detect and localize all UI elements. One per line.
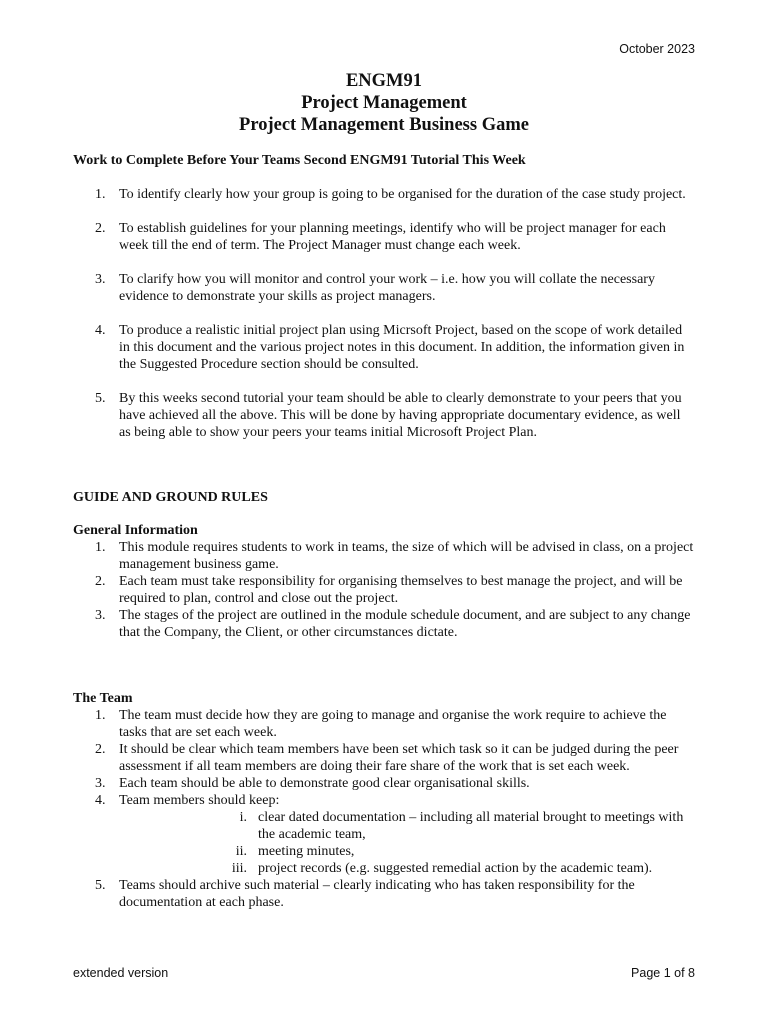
work-heading: Work to Complete Before Your Teams Second ENGM91 Tutorial This Week	[73, 153, 526, 168]
list-item: 5. By this weeks second tutorial your team should be able to clearly demonstrate to your peers that you have achieved all the above. This will be done by having appropriate documentary evidence, as well as being able to show your peers your teams initial Microsoft Project Plan.	[95, 391, 682, 440]
document-date: October 2023	[619, 42, 695, 56]
course-code: ENGM91	[345, 71, 423, 91]
team-sublist	[119, 809, 695, 877]
footer-version: extended version	[73, 966, 169, 980]
team-heading: The Team	[73, 691, 133, 706]
title-block	[0, 70, 768, 136]
list-item: i. clear dated documentation – including all material brought to meetings with the academic team,	[239, 810, 684, 842]
general-heading: General Information	[73, 523, 198, 538]
team-section	[73, 690, 695, 911]
list-item: 1. To identify clearly how your group is going to be organised for the duration of the case study project.	[95, 187, 686, 202]
course-title: Project Management	[301, 93, 467, 113]
list-item: iii. project records (e.g. suggested remedial action by the academic team).	[231, 861, 653, 876]
document-title: Project Management Business Game	[239, 115, 529, 135]
team-list	[73, 707, 695, 911]
list-item: 1. This module requires students to work in teams, the size of which will be advised in class, on a project management business game.	[95, 540, 694, 572]
guide-heading: GUIDE AND GROUND RULES	[73, 490, 268, 505]
work-list	[73, 186, 695, 441]
work-section	[73, 152, 695, 441]
list-item: 4. Team members should keep: i. clear dated documentation – including all material brought to meetings with the academic team, ii. meeting minutes, iii. project records (e.g. suggested remedial action by the academic team).	[73, 792, 695, 877]
list-item: 2. To establish guidelines for your planning meetings, identify who will be project manager for each week till the end of term. The Project Manager must change each week.	[95, 221, 666, 253]
page-number: Page 1 of 8	[631, 966, 695, 980]
general-list	[73, 539, 695, 641]
list-item: 1. The team must decide how they are going to manage and organise the work require to achieve the tasks that are set each week.	[95, 708, 667, 740]
list-item: 3. Each team should be able to demonstrate good clear organisational skills.	[95, 776, 530, 791]
list-item: 3. The stages of the project are outlined in the module schedule document, and are subject to any change that the Company, the Client, or other circumstances dictate.	[95, 608, 691, 640]
list-item: 4. To produce a realistic initial project plan using Micrsoft Project, based on the scope of work detailed in this document and the various project notes in this document. In addition, the information given in the Suggested Procedure section should be consulted.	[95, 323, 685, 372]
list-item: 3. To clarify how you will monitor and control your work – i.e. how you will collate the necessary evidence to demonstrate your skills as project managers.	[95, 272, 655, 304]
list-item: ii. meeting minutes,	[235, 844, 355, 859]
list-item: 2. Each team must take responsibility for organising themselves to best manage the project, and will be required to plan, control and close out the project.	[95, 574, 683, 606]
list-item: 5. Teams should archive such material – clearly indicating who has taken responsibility for the documentation at each phase.	[95, 878, 635, 910]
list-item: 2. It should be clear which team members have been set which task so it can be judged during the peer assessment if all team members are doing their fare share of the work that is set each week.	[95, 742, 679, 774]
general-section	[73, 522, 695, 641]
